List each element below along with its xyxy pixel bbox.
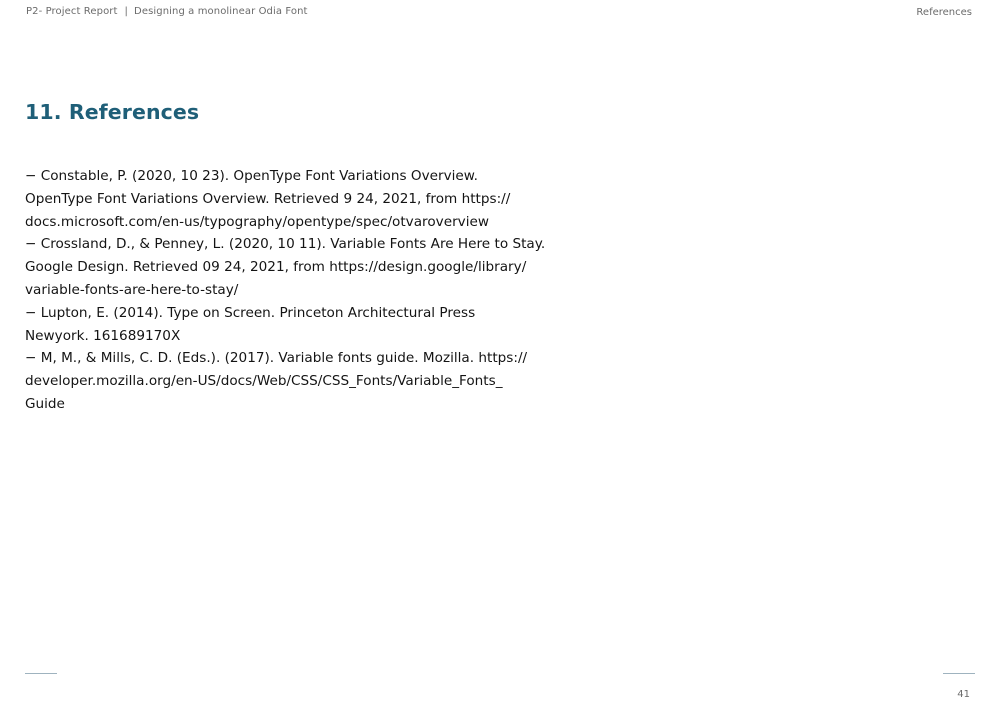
- reference-line: Newyork. 161689170X: [25, 327, 181, 344]
- reference-line: − M, M., & Mills, C. D. (Eds.). (2017). Variable fonts guide. Mozilla. https://: [25, 350, 528, 367]
- reference-line: Google Design. Retrieved 09 24, 2021, from https://design.google/library/: [25, 259, 527, 276]
- page-title: 11. References: [25, 100, 200, 124]
- reference-line: variable-fonts-are-here-to-stay/: [25, 281, 239, 298]
- section-label: References: [916, 7, 972, 18]
- page-number: 41: [957, 689, 970, 700]
- running-header: [26, 6, 308, 17]
- footer-rule-right: [943, 673, 975, 674]
- footer-rule-left: [25, 673, 57, 674]
- reference-line: developer.mozilla.org/en-US/docs/Web/CSS/CSS_Fonts/Variable_Fonts_: [25, 373, 503, 390]
- reference-line: − Lupton, E. (2014). Type on Screen. Princeton Architectural Press: [25, 304, 476, 321]
- header-separator: |: [124, 6, 129, 17]
- reference-line: Guide: [25, 395, 65, 412]
- reference-line: − Crossland, D., & Penney, L. (2020, 10 11). Variable Fonts Are Here to Stay.: [25, 236, 546, 253]
- reference-line: − Constable, P. (2020, 10 23). OpenType Font Variations Overview.: [25, 168, 478, 184]
- reference-line: OpenType Font Variations Overview. Retrieved 9 24, 2021, from https://: [25, 190, 511, 207]
- report-subtitle: Designing a monolinear Odia Font: [134, 6, 308, 17]
- reference-line: docs.microsoft.com/en-us/typography/opentype/spec/otvaroverview: [25, 213, 489, 230]
- report-label: P2- Project Report: [26, 6, 118, 17]
- references-list: [25, 165, 546, 416]
